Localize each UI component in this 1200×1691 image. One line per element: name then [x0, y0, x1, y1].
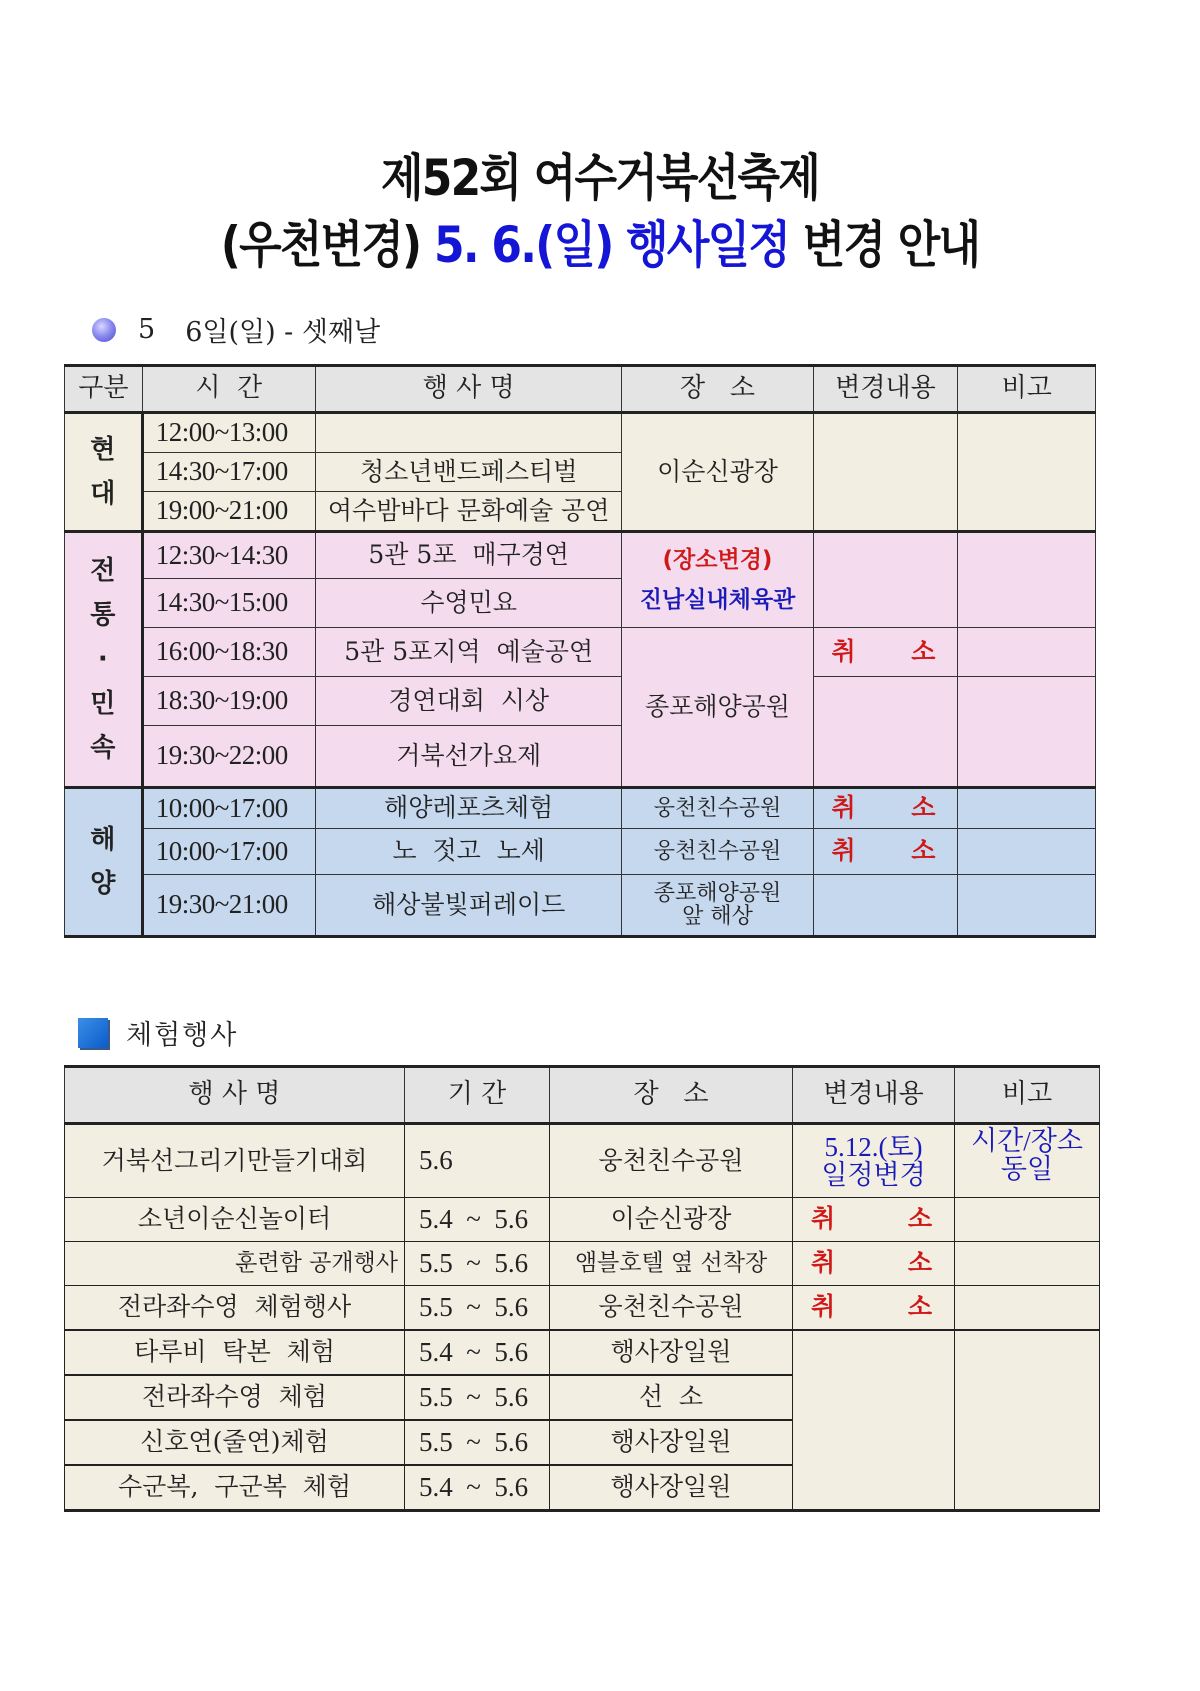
change-cell — [793, 1242, 955, 1286]
cancel-char-1: 취 — [811, 1204, 836, 1234]
title-date: 5. 6.(일) — [433, 216, 613, 274]
schedule-header-row — [65, 366, 1096, 413]
note-cell — [955, 1242, 1100, 1286]
period-cell: 5.4 ~ 5.6 — [405, 1465, 550, 1511]
place-changed-label: (장소변경) — [662, 546, 773, 573]
event-cell: 소년이순신놀이터 — [65, 1198, 405, 1242]
cancel-char-2: 소 — [907, 1204, 932, 1234]
period-cell: 5.5 ~ 5.6 — [405, 1286, 550, 1331]
experience-table — [64, 1065, 1100, 1512]
note-cell — [955, 1330, 1100, 1511]
square-bullet-icon — [78, 1018, 108, 1048]
place-cell: 웅천친수공원 — [550, 1286, 793, 1331]
change-cell — [813, 677, 958, 788]
place-cell — [622, 532, 813, 628]
event-cell: 해양레포츠체험 — [315, 788, 622, 829]
title-prefix: (우천변경) — [220, 216, 421, 274]
note-cell — [958, 628, 1096, 677]
table-row — [65, 1286, 1100, 1331]
change-cell — [813, 413, 958, 532]
col-header-event: 행 사 명 — [65, 1067, 405, 1124]
time-cell: 12:30~14:30 — [142, 532, 315, 579]
time-cell: 10:00~17:00 — [142, 788, 315, 829]
note-cell — [955, 1286, 1100, 1331]
section-experience-title: 체험행사 — [126, 1020, 239, 1051]
event-cell: 신호연(줄연)체험 — [65, 1420, 405, 1465]
cancelled-badge — [814, 837, 958, 866]
change-cell — [813, 829, 958, 875]
note-cell — [958, 413, 1096, 532]
place-new-venue: 진남실내체육관 — [639, 587, 796, 613]
time-cell: 14:30~15:00 — [142, 579, 315, 628]
change-cell — [793, 1286, 955, 1331]
event-cell: 거북선가요제 — [315, 726, 622, 788]
table-row — [65, 532, 1096, 579]
event-cell: 전라좌수영 체험행사 — [65, 1286, 405, 1331]
event-cell: 노 젓고 노세 — [315, 829, 622, 875]
event-cell: 전라좌수영 체험 — [65, 1375, 405, 1420]
col-header-place: 장 소 — [550, 1067, 793, 1124]
table-row — [65, 1242, 1100, 1286]
event-cell: 수군복, 구군복 체험 — [65, 1465, 405, 1511]
section-day-heading — [92, 310, 380, 349]
cancelled-badge — [793, 1293, 954, 1322]
table-row — [65, 829, 1096, 875]
place-cell: 웅천친수공원 — [622, 788, 813, 829]
col-header-note: 비고 — [958, 366, 1096, 413]
table-row — [65, 677, 1096, 726]
cancelled-badge — [793, 1249, 954, 1278]
col-header-time: 시 간 — [142, 366, 315, 413]
section-day: 6일(일) - 셋째날 — [185, 317, 381, 348]
col-header-category: 구분 — [65, 366, 143, 413]
section-experience-heading — [78, 1013, 238, 1052]
time-cell: 16:00~18:30 — [142, 628, 315, 677]
table-row — [65, 413, 1096, 453]
cancel-char-1: 취 — [811, 1248, 836, 1278]
cancel-char-2: 소 — [911, 793, 936, 823]
time-cell: 12:00~13:00 — [142, 413, 315, 453]
table-row — [65, 1124, 1100, 1198]
cancel-char-2: 소 — [907, 1248, 932, 1278]
col-header-place: 장 소 — [622, 366, 813, 413]
time-cell: 18:30~19:00 — [142, 677, 315, 726]
event-cell: 훈련함 공개행사 — [65, 1242, 405, 1286]
place-cell: 선 소 — [550, 1375, 793, 1420]
place-cell: 앰블호텔 옆 선착장 — [550, 1242, 793, 1286]
event-cell: 타루비 탁본 체험 — [65, 1330, 405, 1375]
category-tradition: 전 통 · 민 속 — [65, 532, 143, 788]
circle-bullet-icon — [92, 318, 116, 342]
place-cell: 웅천친수공원 — [550, 1124, 793, 1198]
place-cell: 종포해양공원 — [622, 628, 813, 788]
period-cell: 5.5 ~ 5.6 — [405, 1420, 550, 1465]
note-cell — [958, 532, 1096, 628]
cancelled-badge — [814, 794, 958, 823]
time-cell: 10:00~17:00 — [142, 829, 315, 875]
col-header-note: 비고 — [955, 1067, 1100, 1124]
category-modern: 현 대 — [65, 413, 143, 532]
event-cell: 수영민요 — [315, 579, 622, 628]
cancel-char-1: 취 — [831, 793, 856, 823]
cancel-char-1: 취 — [811, 1292, 836, 1322]
title-suffix: 변경 안내 — [802, 216, 980, 274]
col-header-event: 행 사 명 — [315, 366, 622, 413]
event-cell: 해상불빛퍼레이드 — [315, 875, 622, 937]
place-cell: 이순신광장 — [622, 413, 813, 532]
cancel-char-1: 취 — [831, 636, 856, 666]
change-cell — [813, 875, 958, 937]
table-row — [65, 875, 1096, 937]
period-cell: 5.5 ~ 5.6 — [405, 1242, 550, 1286]
time-cell: 19:30~21:00 — [142, 875, 315, 937]
time-cell: 19:30~22:00 — [142, 726, 315, 788]
document-title-line2 — [72, 205, 1128, 277]
place-cell: 행사장일원 — [550, 1465, 793, 1511]
change-cell — [793, 1198, 955, 1242]
note-cell — [958, 788, 1096, 829]
col-header-period: 기 간 — [405, 1067, 550, 1124]
note-cell — [958, 677, 1096, 788]
experience-header-row — [65, 1067, 1100, 1124]
schedule-table — [64, 364, 1096, 938]
table-row — [65, 1330, 1100, 1375]
change-cell: 5.12.(토) 일정변경 — [793, 1124, 955, 1198]
cancel-char-2: 소 — [907, 1292, 932, 1322]
period-cell: 5.4 ~ 5.6 — [405, 1198, 550, 1242]
time-cell: 14:30~17:00 — [142, 453, 315, 492]
time-cell: 19:00~21:00 — [142, 492, 315, 532]
place-cell: 종포해양공원 앞 해상 — [622, 875, 813, 937]
col-header-change: 변경내용 — [793, 1067, 955, 1124]
place-cell: 이순신광장 — [550, 1198, 793, 1242]
table-row — [65, 628, 1096, 677]
period-cell: 5.6 — [405, 1124, 550, 1198]
place-cell: 행사장일원 — [550, 1330, 793, 1375]
event-cell — [315, 413, 622, 453]
event-cell: 거북선그리기만들기대회 — [65, 1124, 405, 1198]
category-marine: 해 양 — [65, 788, 143, 937]
note-cell — [955, 1198, 1100, 1242]
event-cell: 청소년밴드페스티벌 — [315, 453, 622, 492]
document-title-line1: 제52회 여수거북선축제 — [381, 149, 819, 207]
period-cell: 5.4 ~ 5.6 — [405, 1330, 550, 1375]
note-cell: 시간/장소 동일 — [955, 1124, 1100, 1198]
event-cell: 경연대회 시상 — [315, 677, 622, 726]
cancelled-badge — [814, 638, 958, 667]
change-cell — [813, 532, 958, 628]
change-cell — [813, 628, 958, 677]
change-cell — [793, 1330, 955, 1511]
note-cell — [958, 875, 1096, 937]
period-cell: 5.5 ~ 5.6 — [405, 1375, 550, 1420]
event-cell: 5관 5포 매구경연 — [315, 532, 622, 579]
note-cell — [958, 829, 1096, 875]
place-cell: 웅천친수공원 — [622, 829, 813, 875]
event-cell: 여수밤바다 문화예술 공연 — [315, 492, 622, 532]
place-cell: 행사장일원 — [550, 1420, 793, 1465]
cancel-char-2: 소 — [911, 636, 936, 666]
event-cell: 5관 5포지역 예술공연 — [315, 628, 622, 677]
col-header-change: 변경내용 — [813, 366, 958, 413]
cancel-char-2: 소 — [911, 836, 936, 866]
cancelled-badge — [793, 1205, 954, 1234]
cancel-char-1: 취 — [831, 836, 856, 866]
section-month: 5 — [138, 314, 156, 345]
change-cell — [813, 788, 958, 829]
table-row — [65, 788, 1096, 829]
table-row — [65, 1198, 1100, 1242]
title-schedule: 행사일정 — [626, 216, 790, 274]
